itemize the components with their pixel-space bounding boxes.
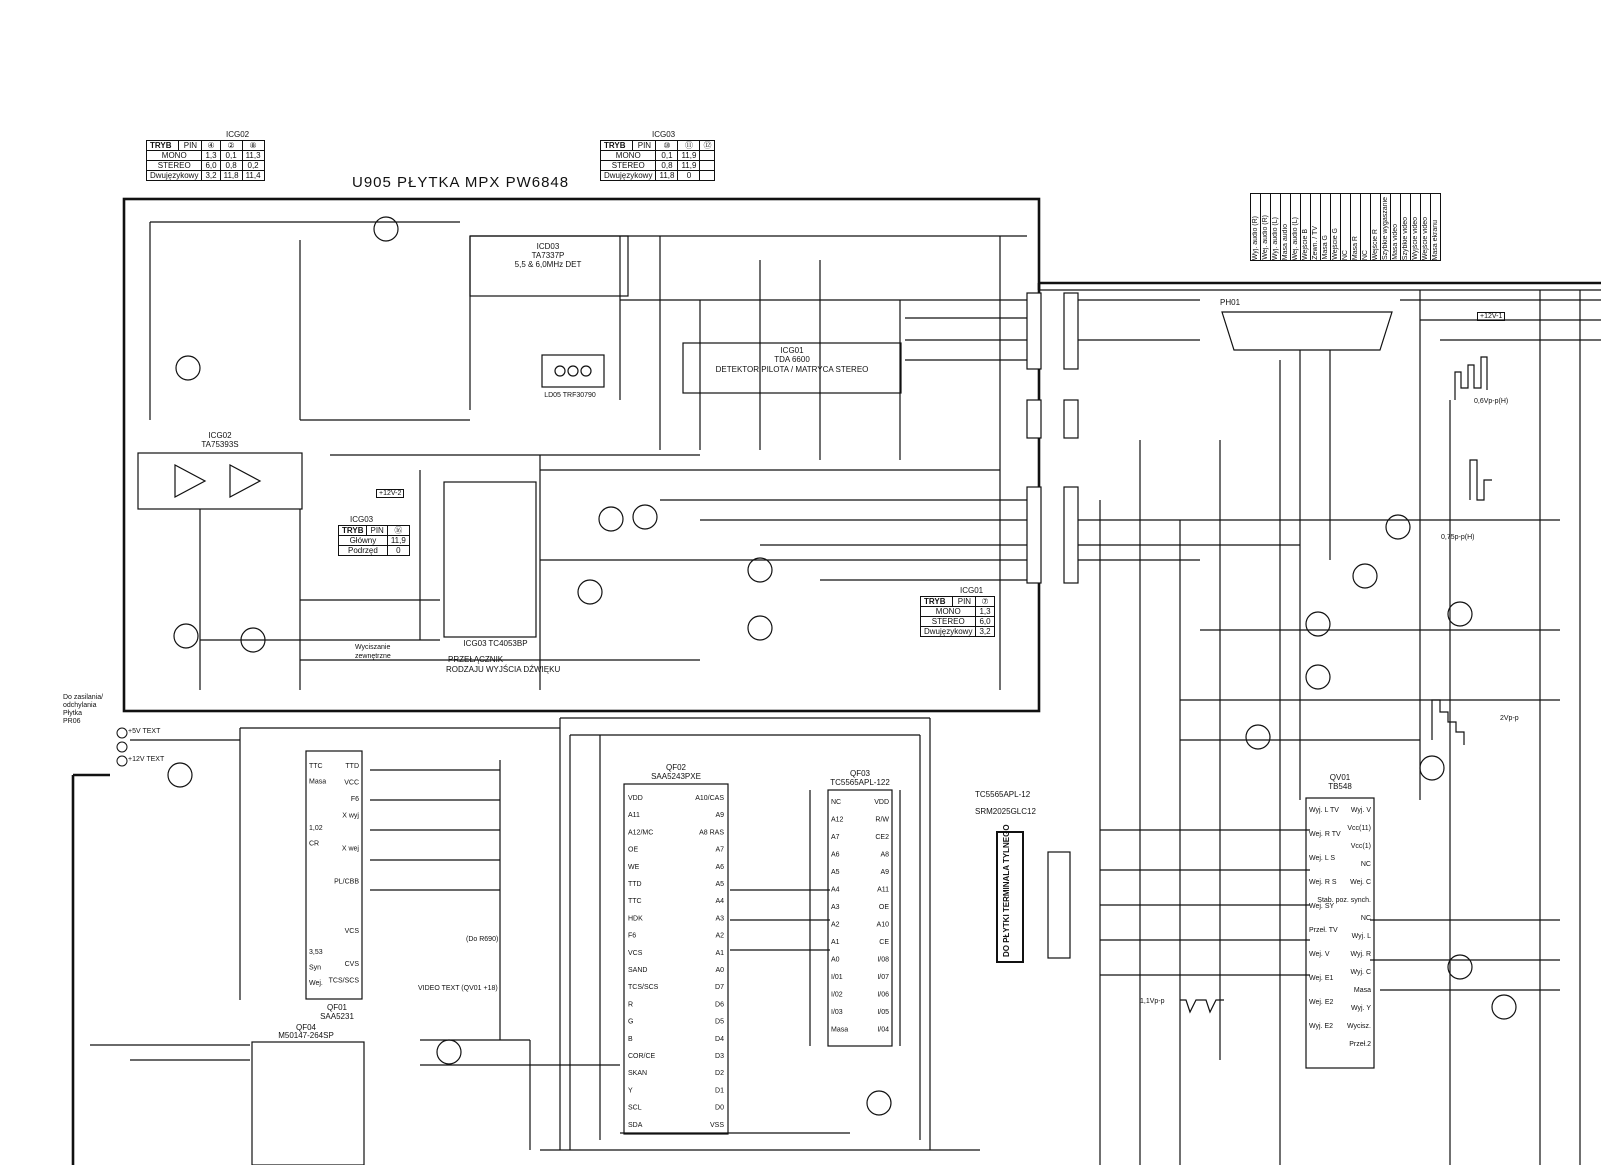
pin-label: A10/CAS: [695, 795, 724, 802]
pin-label: Y: [628, 1087, 633, 1095]
pin-label: A6: [715, 863, 724, 871]
pin-label: NC: [1360, 861, 1371, 868]
ps02a-connector: [1048, 852, 1070, 958]
pin-label: A5: [715, 881, 724, 888]
pin-label: A3: [831, 904, 840, 911]
pin-label: I/02: [831, 991, 843, 999]
pg03-connector: [1027, 293, 1078, 369]
svg-text:TC5565APL-122: TC5565APL-122: [830, 778, 890, 787]
rail-12v-text-label: +12V TEXT: [128, 756, 165, 763]
mute-label-2: zewnętrzne: [355, 653, 391, 660]
icg01-table-title: ICG01: [960, 586, 984, 595]
legend-cell: NC: [1341, 194, 1351, 261]
legend-cell: Masa video: [1391, 194, 1401, 261]
waveform-label-h2: 0,75p-p(H): [1441, 534, 1475, 541]
rail-12v-1-label: +12V-1: [1477, 312, 1505, 321]
waveform-label-h1: 0,6Vp-p(H): [1474, 398, 1509, 405]
pin-label: I/06: [877, 991, 889, 999]
cell: 0,2: [242, 161, 264, 171]
transistor-symbol: [1492, 995, 1516, 1019]
legend-cell: Wyj. audio (L): [1271, 194, 1281, 261]
icg03-small-table-title: ICG03: [350, 515, 374, 524]
rear-terminal-note: DO PŁYTKI TERMINALA TYLNEGO: [996, 831, 1024, 963]
mute-label-1: Wyciszanie: [355, 644, 391, 651]
icg03-chip: [444, 482, 536, 648]
rail-5v-text-label: +5V TEXT: [128, 728, 161, 735]
legend-cell: Wejście G: [1331, 194, 1341, 261]
pin-label: Stab. poz. synch.: [1317, 897, 1371, 904]
legend-cell: NC: [1361, 194, 1371, 261]
pin-label: A12: [831, 816, 844, 824]
cell: 11,9: [387, 536, 409, 546]
qf04-chip: [252, 1023, 364, 1165]
pin-label: I/01: [831, 974, 843, 981]
power-note-2: odchylania: [63, 702, 97, 709]
legend-cell: Wejście R: [1371, 194, 1381, 261]
pin-label: A7: [831, 834, 840, 841]
transistor-symbol: [1306, 612, 1330, 636]
pin-label: A3: [715, 915, 724, 923]
power-note-4: PR06: [63, 718, 81, 725]
pin-label: D1: [715, 1087, 724, 1095]
cell: 11,9: [678, 161, 700, 171]
icg02-voltage-table: [146, 140, 265, 181]
cell: Podrzęd: [339, 546, 388, 556]
svg-text:QF04: QF04: [295, 1023, 317, 1032]
transistor-symbol: [1386, 515, 1410, 539]
svg-text:ICD03: ICD03: [536, 242, 560, 251]
pin-label: I/03: [831, 1009, 843, 1016]
legend-cell: Wejście video: [1421, 194, 1431, 261]
pin-label: Masa: [1353, 987, 1371, 994]
cell: 0: [387, 546, 409, 556]
scart-pin-legend: [1250, 193, 1441, 261]
cell: MONO: [921, 607, 976, 617]
transistor-symbol: [748, 616, 772, 640]
pin-label: Wej. E1: [1309, 975, 1334, 982]
pin-label: X wyj: [342, 812, 359, 820]
transistor-symbol: [1448, 602, 1472, 626]
pin-label: VCS: [344, 928, 359, 935]
cell: TRYB: [339, 526, 367, 536]
pin-label: A4: [831, 886, 840, 894]
cell: 11,8: [656, 171, 678, 181]
cell: TRYB: [921, 597, 953, 607]
pin-label: A10: [876, 921, 889, 929]
pin-label: Wej. R S: [1309, 879, 1337, 886]
svg-text:PH01: PH01: [1220, 298, 1241, 307]
transistor-symbol: [748, 558, 772, 582]
pin-label: Wej. L S: [1309, 855, 1336, 862]
transistor-symbol: [176, 356, 200, 380]
pin-label: Syn: [309, 964, 322, 972]
cell: 0,8: [656, 161, 678, 171]
pin-label: Vcc(1): [1350, 843, 1371, 850]
pin-label: G: [628, 1018, 634, 1026]
pin-label: Wyj. E2: [1309, 1023, 1334, 1030]
pin-label: A6: [831, 851, 840, 859]
pin-label: WE: [628, 863, 640, 871]
pin-label: A0: [715, 967, 724, 974]
pin-label: 3,53: [309, 949, 323, 956]
hr04-connector: [117, 728, 127, 766]
cell: 6,0: [976, 617, 994, 627]
pin-label: Wej. R TV: [1309, 831, 1341, 838]
cell: ⑯: [387, 526, 409, 536]
pin-label: A7: [715, 846, 724, 854]
cell: 6,0: [202, 161, 220, 171]
svg-text:TDA 6600: TDA 6600: [774, 355, 810, 364]
pin-label: Wyj. L: [1351, 933, 1371, 940]
svg-text:ICG03: ICG03: [463, 639, 487, 648]
cell: [700, 161, 715, 171]
svg-text:M50147-264SP: M50147-264SP: [278, 1031, 334, 1040]
cell: ④: [202, 141, 220, 151]
icd03-chip: [470, 236, 628, 296]
cell: ⑦: [976, 597, 994, 607]
svg-text:ICG02: ICG02: [208, 431, 232, 440]
pin-label: VCC: [344, 779, 359, 787]
cell: 0: [678, 171, 700, 181]
pin-label: TTC: [628, 898, 642, 906]
svg-text:SAA5243PXE: SAA5243PXE: [651, 772, 701, 781]
pin-label: HDK: [628, 915, 643, 923]
pin-label: CR: [309, 840, 320, 848]
legend-cell: Szybkie video: [1401, 194, 1411, 261]
cell: 0,8: [220, 161, 242, 171]
pin-label: VCS: [628, 949, 643, 957]
pin-label: D0: [715, 1104, 724, 1112]
pin-label: A8 RAS: [699, 829, 724, 837]
cell: PIN: [367, 526, 387, 536]
cell: 11,4: [242, 171, 264, 181]
transistor-symbol: [633, 505, 657, 529]
pin-label: I/08: [877, 956, 889, 964]
pin-label: SKAN: [628, 1070, 648, 1078]
cell: ⑪: [678, 141, 700, 151]
cell: PIN: [633, 141, 656, 151]
video-text-note: VIDEO TEXT (QV01 +18): [418, 985, 498, 992]
pin-label: Przeł.2: [1349, 1041, 1371, 1048]
svg-text:LD05 TRF30790: LD05 TRF30790: [544, 392, 596, 399]
transistor-symbol: [578, 580, 602, 604]
svg-text:ICG01: ICG01: [780, 346, 804, 355]
svg-text:TA75393S: TA75393S: [201, 440, 239, 449]
svg-text:QF01: QF01: [326, 1003, 348, 1012]
pg01-connector: [1027, 487, 1078, 583]
cell: ⑧: [242, 141, 264, 151]
pin-label: CE2: [875, 834, 889, 841]
cell: 1,3: [202, 151, 220, 161]
pin-label: A2: [715, 932, 724, 940]
pin-label: A9: [715, 812, 724, 820]
transistor-symbol: [168, 763, 192, 787]
transistor-symbol: [437, 1040, 461, 1064]
pin-label: X wej: [341, 845, 359, 853]
legend-cell: Szybkie wygaszanie: [1381, 194, 1391, 261]
transistor-symbol: [1448, 955, 1472, 979]
pin-label: TTC: [309, 763, 323, 770]
pin-label: A1: [715, 949, 724, 957]
transistor-symbol: [1306, 665, 1330, 689]
cell: Dwujęzykowy: [147, 171, 202, 181]
waveform-label-2v: 2Vp-p: [1500, 715, 1519, 722]
memory-alt-2: SRM2025GLC12: [975, 807, 1036, 816]
legend-cell: Masa G: [1321, 194, 1331, 261]
svg-text:QF03: QF03: [849, 769, 871, 778]
pin-label: NC: [831, 799, 842, 806]
icg03-table-title: ICG03: [652, 130, 676, 139]
waveform-label-1v: 1,1Vp-p: [1140, 998, 1165, 1005]
cell: PIN: [179, 141, 202, 151]
ph01-scart-connector: [1220, 298, 1392, 350]
pin-label: SDA: [628, 1121, 643, 1129]
transistor-symbol: [1246, 725, 1270, 749]
pin-label: F6: [350, 796, 359, 803]
cell: STEREO: [921, 617, 976, 627]
legend-cell: Wej. audio (L): [1291, 194, 1301, 261]
pin-label: Wyj. V: [1350, 807, 1371, 814]
pin-label: OE: [878, 904, 889, 911]
cell: [700, 151, 715, 161]
legend-cell: Wejście B: [1301, 194, 1311, 261]
transistor-symbol: [867, 1091, 891, 1115]
pin-label: A4: [715, 898, 724, 906]
pin-label: A5: [831, 869, 840, 876]
pin-label: D5: [715, 1018, 724, 1026]
board-title: U905 PŁYTKA MPX PW6848: [352, 174, 570, 191]
pin-label: Wej.: [309, 980, 323, 987]
cell: MONO: [601, 151, 656, 161]
pin-label: I/07: [877, 974, 889, 981]
icg01-chip: [683, 343, 901, 393]
cell: TRYB: [147, 141, 179, 151]
pin-label: Wyj. L TV: [1309, 807, 1339, 814]
cell: 3,2: [202, 171, 220, 181]
pin-label: OE: [628, 846, 639, 854]
pin-label: A1: [831, 939, 840, 946]
svg-text:TA7337P: TA7337P: [531, 251, 565, 260]
pin-label: Wej. V: [1309, 951, 1330, 958]
cell: Główny: [339, 536, 388, 546]
transistor-symbol: [174, 624, 198, 648]
pin-label: SCL: [628, 1104, 642, 1112]
cell: STEREO: [601, 161, 656, 171]
pin-label: A12/MC: [628, 829, 654, 837]
pin-label: TTD: [628, 881, 642, 888]
cell: ②: [220, 141, 242, 151]
pin-label: D4: [715, 1035, 724, 1043]
pin-label: Vcc(11): [1347, 825, 1371, 832]
pin-label: I/05: [877, 1009, 889, 1016]
pin-label: Wyj. R: [1350, 951, 1371, 958]
transistor-symbol: [599, 507, 623, 531]
pin-label: F6: [628, 932, 637, 940]
cell: Dwujęzykowy: [601, 171, 656, 181]
icg03-mode-table: [338, 525, 410, 556]
pin-label: PL/CBB: [334, 878, 359, 886]
pin-label: A0: [831, 956, 840, 964]
transistor-symbol: [374, 217, 398, 241]
cell: Dwujęzykowy: [921, 627, 976, 637]
pin-label: Wycisz.: [1346, 1023, 1371, 1030]
memory-alt-1: TC5565APL-12: [975, 790, 1031, 799]
svg-text:QF02: QF02: [665, 763, 687, 772]
pin-label: Wej. E2: [1309, 999, 1334, 1006]
cell: ⑫: [700, 141, 715, 151]
pin-label: VDD: [628, 795, 643, 802]
pin-label: SAND: [628, 967, 648, 974]
pin-label: TCS/SCS: [328, 977, 359, 985]
legend-cell: Masa R: [1351, 194, 1361, 261]
legend-cell: Wyjście video: [1411, 194, 1421, 261]
icg02-chip: [138, 431, 302, 509]
cell: 11,8: [220, 171, 242, 181]
pin-label: R: [628, 1001, 634, 1009]
legend-cell: Masa ekranu: [1431, 194, 1441, 261]
svg-text:5,5 & 6,0MHz DET: 5,5 & 6,0MHz DET: [514, 260, 582, 269]
pin-label: A8: [880, 851, 889, 859]
switch-label: PRZEŁĄCZNIK: [448, 655, 504, 664]
legend-cell: Wyj. audio (R): [1251, 194, 1261, 261]
pin-label: A2: [831, 921, 840, 929]
pin-label: 1,02: [309, 825, 323, 832]
pin-label: A11: [628, 812, 640, 820]
cell: 11,3: [242, 151, 264, 161]
cell: STEREO: [147, 161, 202, 171]
pin-label: TTD: [345, 763, 359, 770]
to-r690-note: (Do R690): [466, 936, 499, 943]
cell: 0,1: [656, 151, 678, 161]
icg03-voltage-table: [600, 140, 715, 181]
pin-label: D2: [715, 1070, 724, 1078]
power-note-3: Płytka: [63, 710, 83, 717]
cell: TRYB: [601, 141, 633, 151]
pin-label: D7: [715, 984, 724, 992]
svg-text:TB548: TB548: [1328, 782, 1352, 791]
pin-label: R/W: [875, 816, 889, 824]
pin-label: Wyj. Y: [1350, 1005, 1371, 1012]
cell: MONO: [147, 151, 202, 161]
svg-text:SAA5231: SAA5231: [320, 1012, 354, 1021]
pin-label: VSS: [709, 1121, 724, 1129]
cell: ⑩: [656, 141, 678, 151]
pin-label: Masa: [831, 1026, 849, 1034]
sound-output-label: RODZAJU WYJŚCIA DŹWIĘKU: [446, 665, 561, 674]
rail-12v-2-label: +12V-2: [376, 489, 404, 498]
pin-label: D3: [715, 1053, 724, 1060]
power-note-1: Do zasilania/: [63, 694, 104, 701]
icg02-table-title: ICG02: [226, 130, 250, 139]
pg02-connector: [1027, 400, 1078, 438]
transistor-symbol: [1420, 756, 1444, 780]
pin-label: TCS/SCS: [628, 984, 659, 992]
pin-label: Wyj. C: [1350, 969, 1371, 976]
legend-cell: Zewn. / TV: [1311, 194, 1321, 261]
pin-label: Przeł. TV: [1309, 927, 1338, 934]
pin-label: Masa: [309, 778, 327, 786]
pin-label: A11: [877, 886, 889, 894]
cell: 3,2: [976, 627, 994, 637]
icg01-voltage-table: [920, 596, 995, 637]
pin-label: D6: [715, 1001, 724, 1009]
pin-label: NC: [1360, 915, 1371, 922]
pin-label: VDD: [874, 799, 889, 806]
cell: 11,9: [678, 151, 700, 161]
svg-text:DETEKTOR PILOTA / MATRYCA STER: DETEKTOR PILOTA / MATRYCA STEREO: [715, 365, 869, 374]
pin-label: I/04: [877, 1026, 889, 1034]
pin-label: CVS: [344, 961, 359, 968]
transistor-symbol: [1353, 564, 1377, 588]
cell: 1,3: [976, 607, 994, 617]
legend-cell: Wej. audio (R): [1261, 194, 1271, 261]
cell: PIN: [953, 597, 976, 607]
legend-cell: Masa audio: [1281, 194, 1291, 261]
pin-label: Wej. SY: [1309, 903, 1335, 910]
pin-label: Wej. C: [1350, 879, 1371, 886]
pin-label: A9: [880, 869, 889, 876]
pin-label: CE: [879, 939, 889, 946]
pin-label: COR/CE: [628, 1053, 656, 1060]
cell: [700, 171, 715, 181]
pin-label: B: [628, 1035, 633, 1043]
svg-text:QV01: QV01: [1329, 773, 1351, 782]
svg-text:TC4053BP: TC4053BP: [488, 639, 528, 648]
ld05-coil: [542, 355, 604, 399]
cell: 0,1: [220, 151, 242, 161]
